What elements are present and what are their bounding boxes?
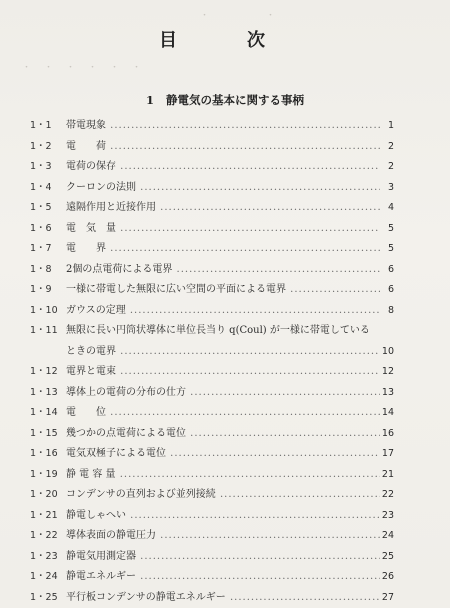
- entry-title: 一様に帯電した無限に広い空間の平面による電界 .....: [66, 280, 380, 300]
- entry-page: 13: [380, 383, 394, 403]
- entry-title: 2個の点電荷による電界 .....: [66, 260, 380, 280]
- entry-title: 静電しゃへい .....: [66, 506, 380, 526]
- entry-page: 10: [380, 342, 394, 362]
- toc-entry[interactable]: [30, 444, 394, 465]
- toc-entry[interactable]: [30, 321, 394, 342]
- entry-number: 1・7: [30, 239, 60, 259]
- toc-entry[interactable]: [30, 260, 394, 281]
- entry-page: 24: [380, 526, 394, 546]
- page-title: 目 次: [0, 26, 450, 52]
- toc-entry[interactable]: [30, 424, 394, 445]
- entry-number: 1・3: [30, 157, 60, 177]
- entry-number: 1・19: [30, 465, 60, 485]
- entry-title: 電界と電束 .....: [66, 362, 380, 382]
- toc-entry[interactable]: [30, 526, 394, 547]
- entry-title: 電 界 .....: [66, 239, 380, 259]
- entry-number: 1・13: [30, 383, 60, 403]
- entry-number: 1・5: [30, 198, 60, 218]
- toc-entry[interactable]: [30, 362, 394, 383]
- entry-title: 静 電 容 量 .....: [66, 465, 380, 485]
- toc-entry[interactable]: [30, 485, 394, 506]
- entry-title: ガウスの定理 .....: [66, 301, 380, 321]
- toc-entry[interactable]: [30, 116, 394, 137]
- entry-page: 2: [380, 157, 394, 177]
- entry-number: 1・11: [30, 321, 60, 341]
- entry-title: ときの電界 .....: [66, 342, 380, 362]
- entry-page: 16: [380, 424, 394, 444]
- entry-page: 6: [380, 280, 394, 300]
- entry-page: 3: [380, 178, 394, 198]
- bleed-through-text: ・ ・ ・ ・ ・ ・: [22, 60, 143, 73]
- entry-number: 1・25: [30, 588, 60, 608]
- entry-page: 12: [380, 362, 394, 382]
- entry-number: 1・9: [30, 280, 60, 300]
- entry-title: 帯電現象 .....: [66, 116, 380, 136]
- toc-entry[interactable]: [30, 239, 394, 260]
- entry-number: 1・10: [30, 301, 60, 321]
- toc-list: [30, 116, 394, 608]
- entry-number: 1・22: [30, 526, 60, 546]
- toc-entry[interactable]: [30, 403, 394, 424]
- entry-page: 23: [380, 506, 394, 526]
- entry-title: 電 位 .....: [66, 403, 380, 423]
- entry-number: 1・21: [30, 506, 60, 526]
- entry-number: 1・4: [30, 178, 60, 198]
- entry-title: 無限に長い円筒状導体に単位長当り q(Coul) が一様に帯電している: [66, 321, 380, 341]
- entry-page: 6: [380, 260, 394, 280]
- entry-page: 2: [380, 137, 394, 157]
- entry-title: 電 気 量 .....: [66, 219, 380, 239]
- toc-entry[interactable]: [30, 567, 394, 588]
- entry-number: 1・14: [30, 403, 60, 423]
- entry-title: 電 荷 .....: [66, 137, 380, 157]
- entry-number: 1・8: [30, 260, 60, 280]
- entry-number: 1・24: [30, 567, 60, 587]
- entry-number: 1・15: [30, 424, 60, 444]
- entry-page: 5: [380, 239, 394, 259]
- entry-number: 1・16: [30, 444, 60, 464]
- toc-entry[interactable]: [30, 383, 394, 404]
- entry-page: 25: [380, 547, 394, 567]
- toc-entry[interactable]: [30, 280, 394, 301]
- entry-title: 遠隔作用と近接作用 .....: [66, 198, 380, 218]
- entry-title: クーロンの法則 .....: [66, 178, 380, 198]
- entry-page: 5: [380, 219, 394, 239]
- toc-entry[interactable]: [30, 157, 394, 178]
- toc-entry[interactable]: [30, 219, 394, 240]
- toc-entry[interactable]: [30, 301, 394, 322]
- bleed-through-text: ・ ・: [200, 8, 277, 21]
- entry-title: 電気双極子による電位 .....: [66, 444, 380, 464]
- entry-number: 1・12: [30, 362, 60, 382]
- chapter-heading: [0, 92, 450, 108]
- entry-title: 導体上の電荷の分布の仕方 .....: [66, 383, 380, 403]
- entry-title: 静電エネルギー .....: [66, 567, 380, 587]
- chapter-number: 1: [146, 93, 154, 107]
- entry-number: 1・1: [30, 116, 60, 136]
- toc-entry[interactable]: [30, 465, 394, 486]
- entry-page: 17: [380, 444, 394, 464]
- entry-title: 導体表面の静電圧力 .....: [66, 526, 380, 546]
- entry-page: 22: [380, 485, 394, 505]
- toc-entry-continuation[interactable]: [30, 342, 394, 363]
- entry-page: 8: [380, 301, 394, 321]
- entry-page: 27: [380, 588, 394, 608]
- entry-title: 平行板コンデンサの静電エネルギー .....: [66, 588, 380, 608]
- toc-entry[interactable]: [30, 506, 394, 527]
- entry-title: 静電気用測定器 .....: [66, 547, 380, 567]
- entry-number: 1・20: [30, 485, 60, 505]
- entry-title: 幾つかの点電荷による電位 .....: [66, 424, 380, 444]
- chapter-title: 静電気の基本に関する事柄: [166, 93, 304, 107]
- entry-number: 1・2: [30, 137, 60, 157]
- toc-entry[interactable]: [30, 588, 394, 608]
- entry-title: コンデンサの直列および並列接続 .....: [66, 485, 380, 505]
- toc-entry[interactable]: [30, 547, 394, 568]
- toc-entry[interactable]: [30, 198, 394, 219]
- toc-entry[interactable]: [30, 137, 394, 158]
- entry-page: 21: [380, 465, 394, 485]
- entry-page: 14: [380, 403, 394, 423]
- toc-entry[interactable]: [30, 178, 394, 199]
- entry-page: 26: [380, 567, 394, 587]
- entry-number: 1・6: [30, 219, 60, 239]
- entry-number: 1・23: [30, 547, 60, 567]
- entry-title: 電荷の保存 .....: [66, 157, 380, 177]
- entry-page: 4: [380, 198, 394, 218]
- entry-page: 1: [380, 116, 394, 136]
